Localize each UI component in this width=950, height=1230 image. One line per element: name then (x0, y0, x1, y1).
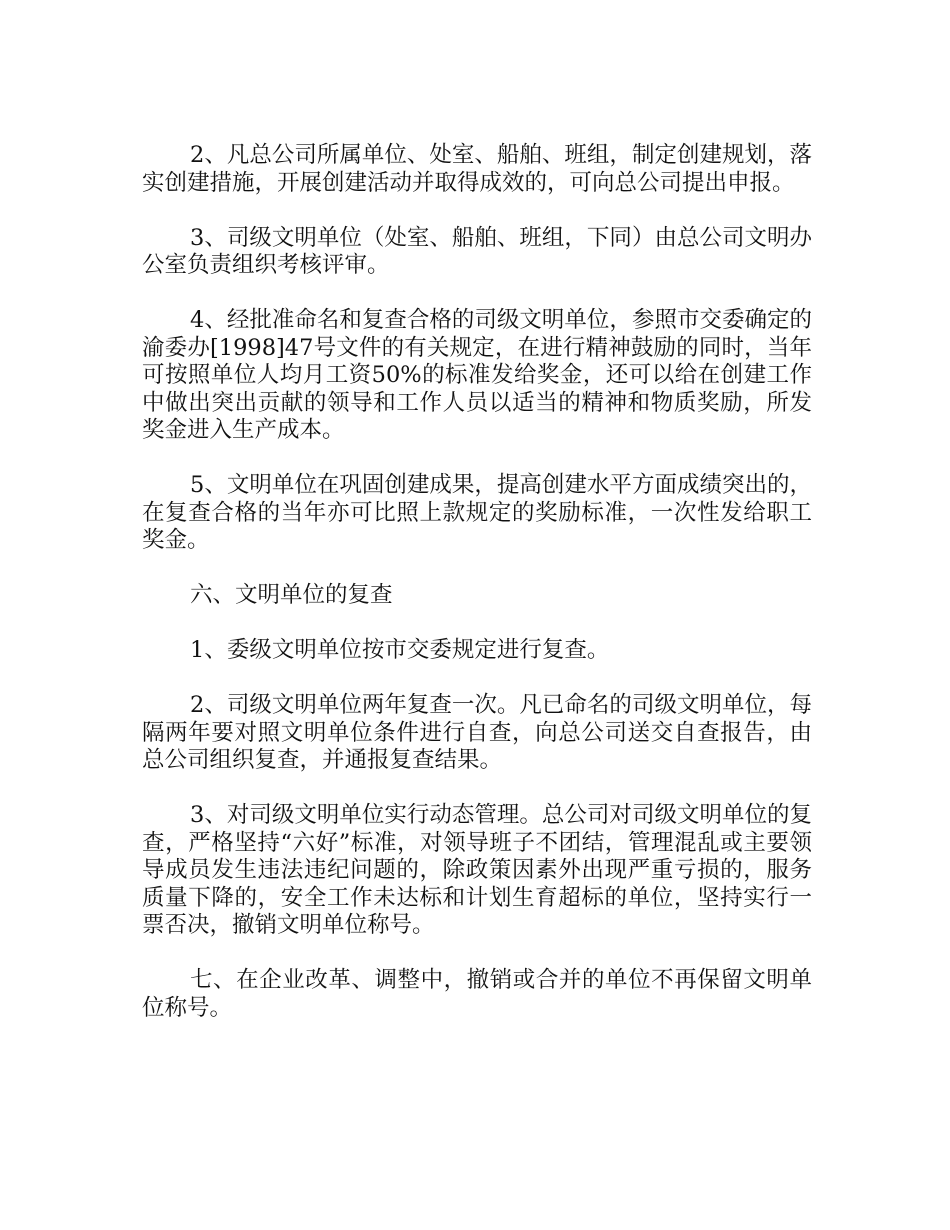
paragraph-recheck-1: 1、委级文明单位按市交委规定进行复查。 (190, 637, 610, 663)
section-heading-recheck: 六、文明单位的复查 (190, 582, 393, 608)
paragraph-2-application: 2、凡总公司所属单位、处室、船舶、班组，制定创建规划，落实创建措施，开展创建活动并取得成效的，可向总公司提出申报。 (142, 142, 812, 196)
document-page (142, 142, 812, 1050)
paragraph-recheck-2: 2、司级文明单位两年复查一次。凡已命名的司级文明单位，每隔两年要对照文明单位条件进行自查，向总公司送交自查报告，由总公司组织复查，并通报复查结果。 (142, 692, 812, 773)
section-seven-paragraph: 七、在企业改革、调整中，撤销或合并的单位不再保留文明单位称号。 (142, 967, 812, 1021)
paragraph-recheck-3: 3、对司级文明单位实行动态管理。总公司对司级文明单位的复查，严格坚持“六好”标准，对领导班子不团结，管理混乱或主要领导成员发生违法违纪问题的，除政策因素外出现严重亏损的，服务质量下降的，安全工作未达标和计划生育超标的单位，坚持实行一票否决，撤销文明单位称号。 (142, 802, 812, 938)
paragraph-4-reward: 4、经批准命名和复查合格的司级文明单位，参照市交委确定的渝委办[1998]47号文件的有关规定，在进行精神鼓励的同时，当年可按照单位人均月工资50%的标准发给奖金，还可以给在创建工作中做出突出贡献的领导和工作人员以适当的精神和物质奖励，所发奖金进入生产成本。 (142, 307, 812, 443)
paragraph-5-bonus: 5、文明单位在巩固创建成果，提高创建水平方面成绩突出的，在复查合格的当年亦可比照上款规定的奖励标准，一次性发给职工奖金。 (142, 472, 812, 553)
paragraph-3-review: 3、司级文明单位（处室、船舶、班组，下同）由总公司文明办公室负责组织考核评审。 (142, 224, 812, 278)
